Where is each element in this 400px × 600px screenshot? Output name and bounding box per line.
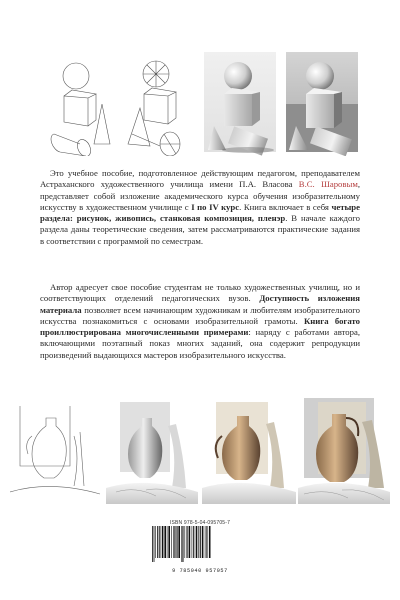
- stage1-line-sketch: [51, 63, 110, 156]
- jug-stage3-color: [202, 402, 296, 504]
- isbn-barcode: [148, 520, 252, 576]
- p2-text-3: : наряду с работами автора, включающими поэтапный показ многих заданий, она содержит репродукции произведений выдающихся мастеров изобразительного искусства.: [40, 327, 360, 360]
- p2-bold-accessibility: Доступность изложения материала: [40, 293, 360, 315]
- barcode-bar: [198, 526, 199, 558]
- barcode-bar: [152, 526, 153, 562]
- top-illustration-geometric-solids: [40, 48, 360, 156]
- stage2-construction: [128, 61, 180, 156]
- barcode-bar: [189, 526, 191, 558]
- barcode-bar: [193, 526, 194, 558]
- p1-text-4: . В начале каждого раздела даны теоретические сведения, затем рассматриваются практические задания в соответствии с программой по семестрам.: [40, 213, 360, 246]
- barcode-bar: [164, 526, 166, 558]
- barcode-bar: [174, 526, 175, 558]
- barcode-bar: [182, 526, 183, 562]
- sections-list: четыре раздела: рисунок, живопись, станковая композиция, пленэр: [40, 201, 360, 223]
- barcode-digits: 9 785040 957057: [172, 568, 228, 574]
- barcode-bar: [205, 526, 206, 558]
- jug-stage1-sketch: [10, 406, 100, 494]
- description-paragraph-1: [40, 168, 360, 247]
- barcode-bar: [177, 526, 178, 558]
- barcode-bar: [168, 526, 170, 558]
- p1-text-1: Это учебное пособие, подготовленное действующим педагогом, преподавателем Астраханского художественного училища имени П.А. Власова: [40, 168, 360, 190]
- barcode-bar: [196, 526, 198, 558]
- barcode-bar: [155, 526, 156, 558]
- barcode-bar: [173, 526, 174, 558]
- isbn-number: ISBN 978-5-04-095705-7: [169, 520, 231, 526]
- barcode-bar: [185, 526, 186, 558]
- stage4-finished: [286, 52, 358, 156]
- barcode-bars: [148, 526, 252, 562]
- bottom-illustration-jug-still-life: [10, 396, 390, 504]
- barcode-bar: [206, 526, 207, 558]
- description-paragraph-2: [40, 282, 360, 361]
- barcode-bar: [187, 526, 188, 558]
- barcode-bar: [167, 526, 168, 558]
- course-range: I по IV курс: [191, 201, 240, 212]
- p2-text-2: позволяет всем начинающим художникам и любителям изобразительного искусства познакомиться с основами изобразительной грамоты.: [40, 304, 360, 326]
- author-name: В.С. Шаровым: [298, 179, 358, 190]
- barcode-bar: [192, 526, 193, 558]
- p1-text-3: . Книга включает в себя: [239, 201, 332, 212]
- barcode-bar: [171, 526, 172, 558]
- barcode-bar: [162, 526, 164, 558]
- p1-text-2: , представляет собой изложение академического курса обучения изобразительному искусству в художественном училище с: [40, 179, 360, 212]
- barcode-bar: [209, 526, 211, 558]
- jug-stage4-finished: [298, 398, 390, 504]
- barcode-bar: [159, 526, 160, 558]
- barcode-bar: [157, 526, 158, 558]
- jug-stage2-drawing: [106, 402, 198, 504]
- p2-text-1: Автор адресует свое пособие студентам не только художественных училищ, но и соответствующих отделений педагогических вузов.: [40, 282, 360, 304]
- barcode-bar: [200, 526, 201, 558]
- p2-bold-illustrated: Книга богато проиллюстрирована многочисленными примерами: [40, 315, 360, 337]
- stage3-tonal: [204, 52, 276, 156]
- barcode-bar: [181, 526, 182, 562]
- barcode-bar: [154, 526, 155, 562]
- barcode-bar: [178, 526, 180, 558]
- barcode-bar: [202, 526, 204, 558]
